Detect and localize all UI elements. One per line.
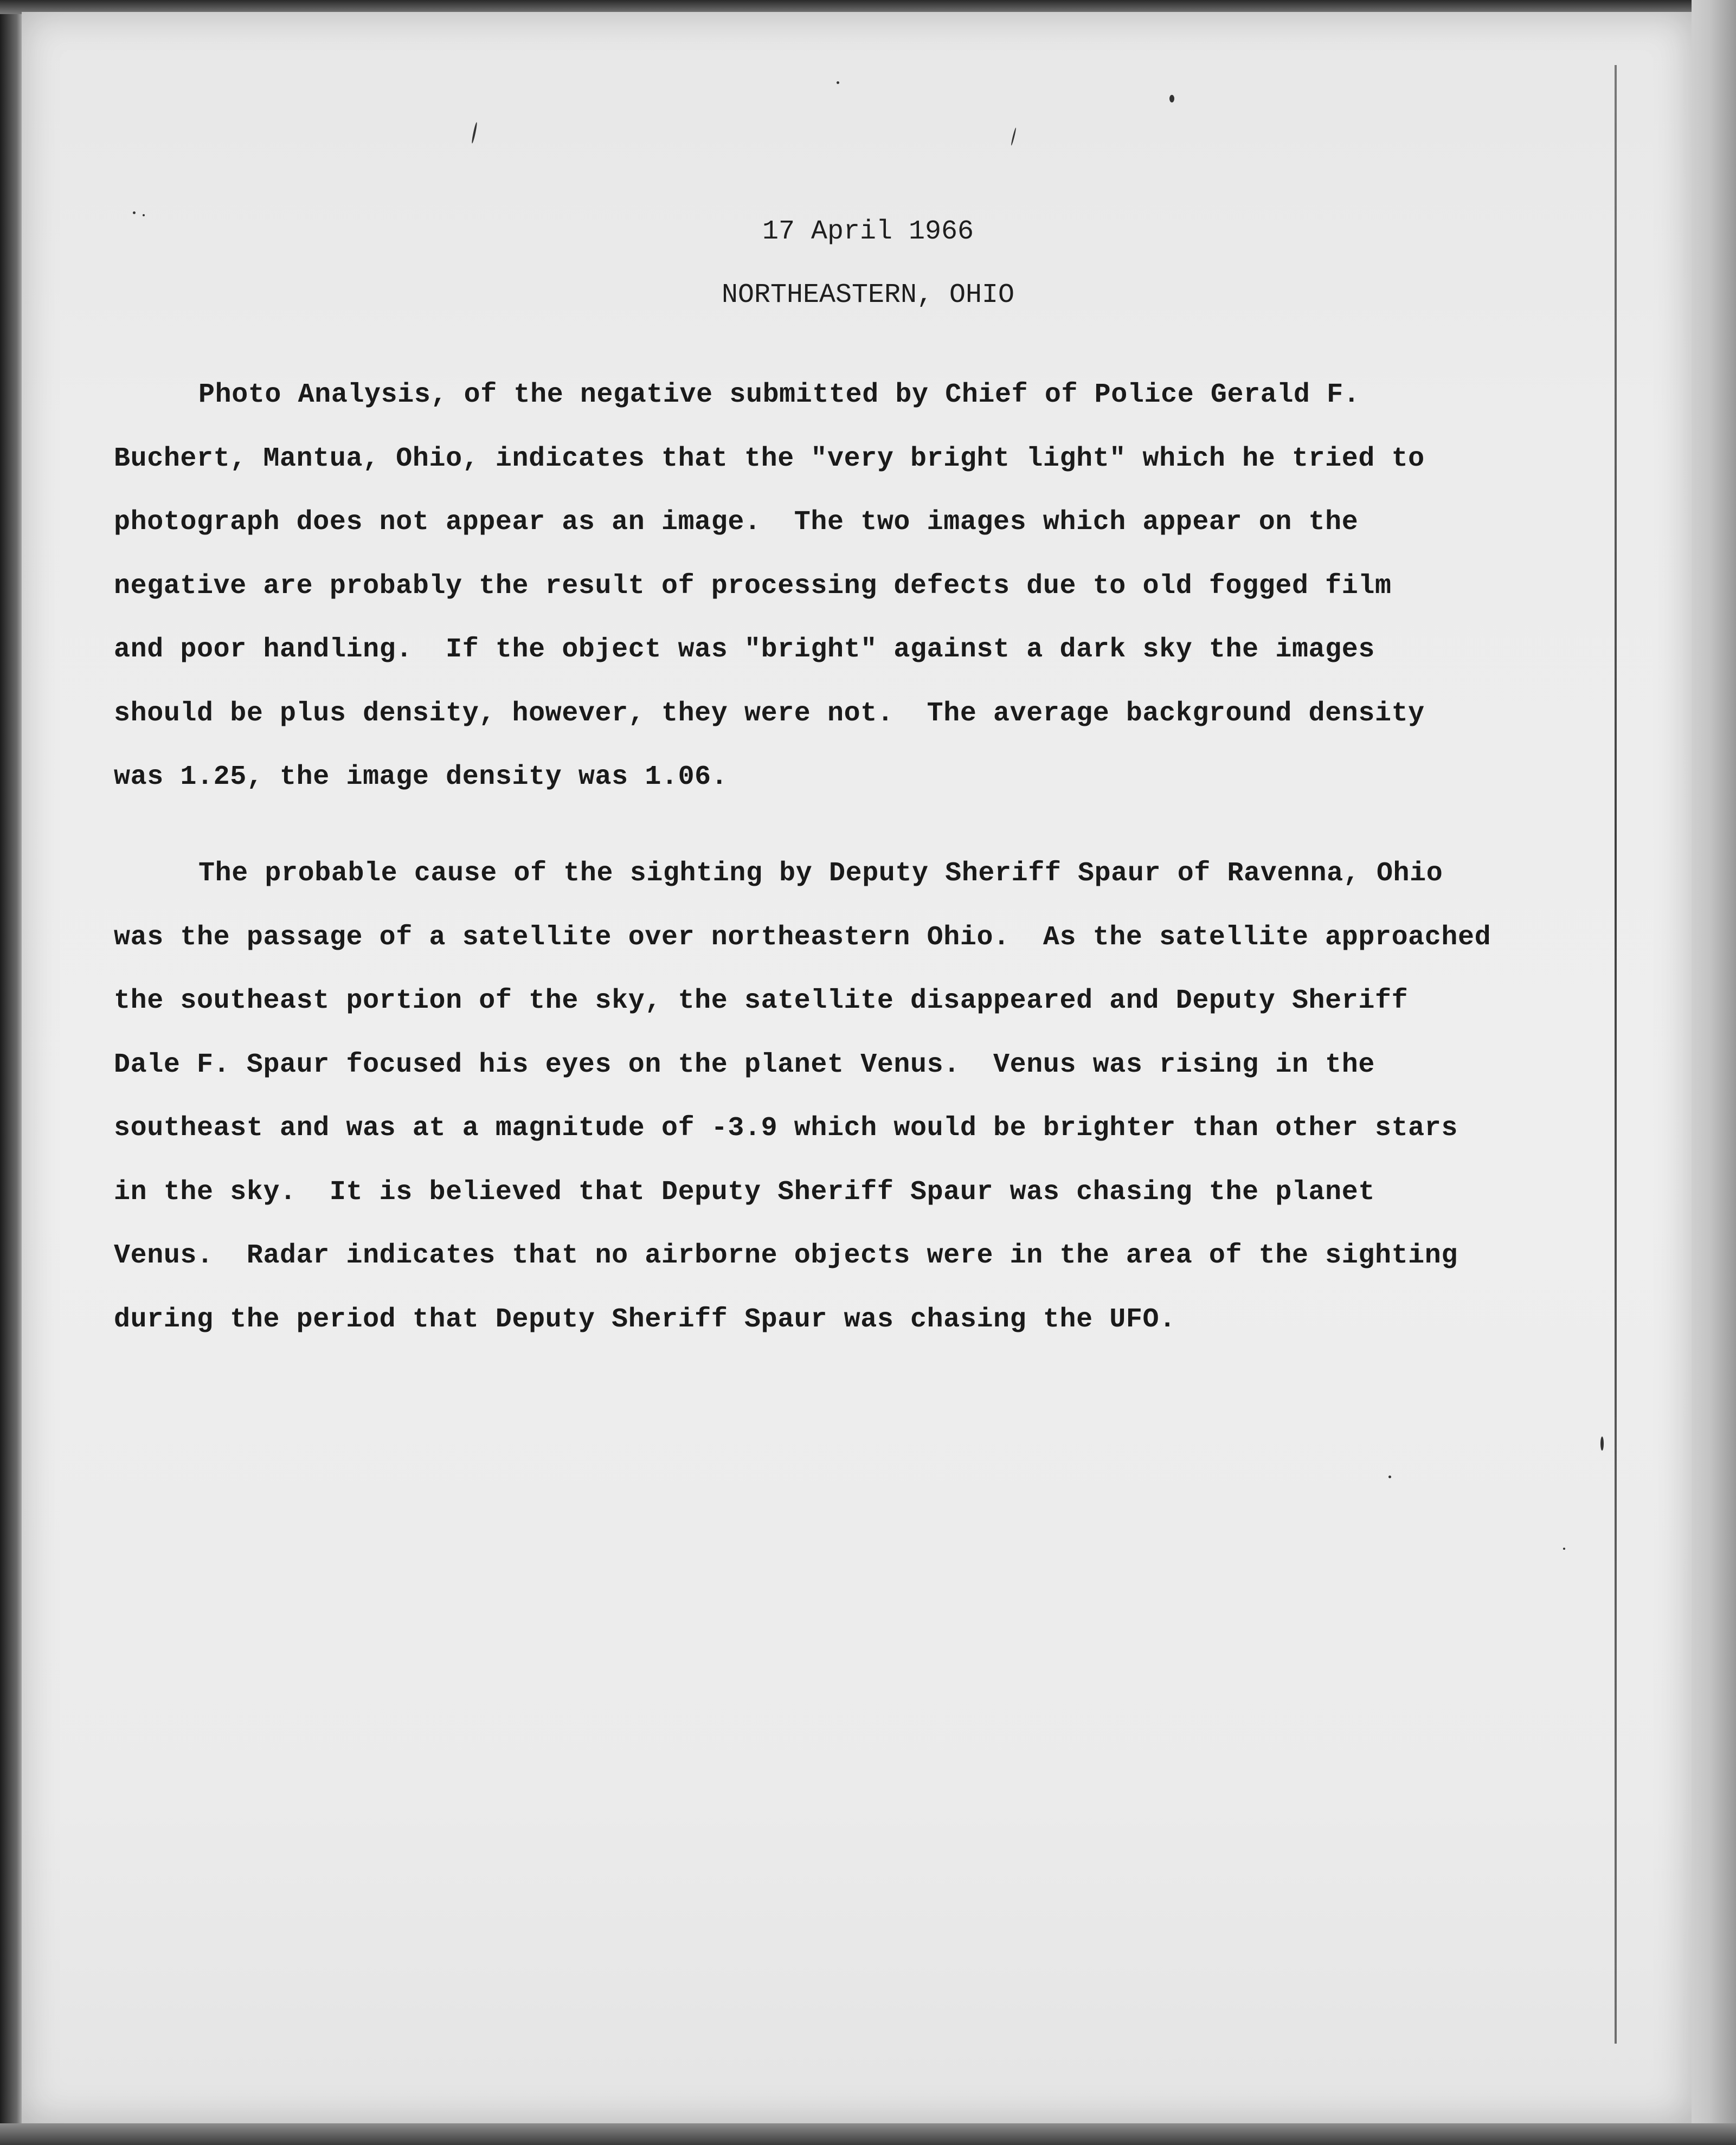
document-date: 17 April 1966 [762, 216, 974, 247]
margin-rule-line [1615, 65, 1617, 2044]
text-line: The probable cause of the sighting by Deputy Sheriff Spaur of Ravenna, Ohio [198, 858, 1443, 889]
text-line: photograph does not appear as an image. The two images which appear on the [114, 507, 1359, 538]
scan-speck [1169, 95, 1174, 102]
text-line: Dale F. Spaur focused his eyes on the planet Venus. Venus was rising in the [114, 1049, 1375, 1080]
scan-right-edge [1692, 0, 1736, 2145]
scan-speck [133, 211, 136, 214]
scan-left-edge [0, 0, 24, 2145]
text-line: during the period that Deputy Sheriff Spaur was chasing the UFO. [114, 1304, 1176, 1335]
scan-bottom-edge [0, 2123, 1736, 2145]
text-line: was 1.25, the image density was 1.06. [114, 762, 728, 793]
scan-speck [1388, 1476, 1391, 1478]
text-line: the southeast portion of the sky, the satellite disappeared and Deputy Sheriff [114, 985, 1409, 1016]
text-line: should be plus density, however, they were not. The average background density [114, 698, 1425, 729]
scan-speck [1600, 1437, 1604, 1451]
text-line: Buchert, Mantua, Ohio, indicates that the "very bright light" which he tried to [114, 443, 1425, 474]
text-line: Photo Analysis, of the negative submitted by Chief of Police Gerald F. [198, 379, 1360, 410]
document-location-heading: NORTHEASTERN, OHIO [721, 280, 1015, 311]
text-line: southeast and was at a magnitude of -3.9 which would be brighter than other stars [114, 1113, 1458, 1144]
paragraph-probable-cause [114, 842, 1610, 1351]
text-line: Venus. Radar indicates that no airborne objects were in the area of the sighting [114, 1240, 1458, 1271]
scan-speck [1563, 1548, 1565, 1550]
text-line: was the passage of a satellite over northeastern Ohio. As the satellite approached [114, 922, 1491, 953]
paragraph-photo-analysis [114, 363, 1610, 809]
text-line: negative are probably the result of processing defects due to old fogged film [114, 570, 1392, 602]
scan-speck [837, 81, 839, 84]
text-line: in the sky. It is believed that Deputy Sheriff Spaur was chasing the planet [114, 1176, 1375, 1208]
text-line: and poor handling. If the object was "bright" against a dark sky the images [114, 634, 1375, 665]
